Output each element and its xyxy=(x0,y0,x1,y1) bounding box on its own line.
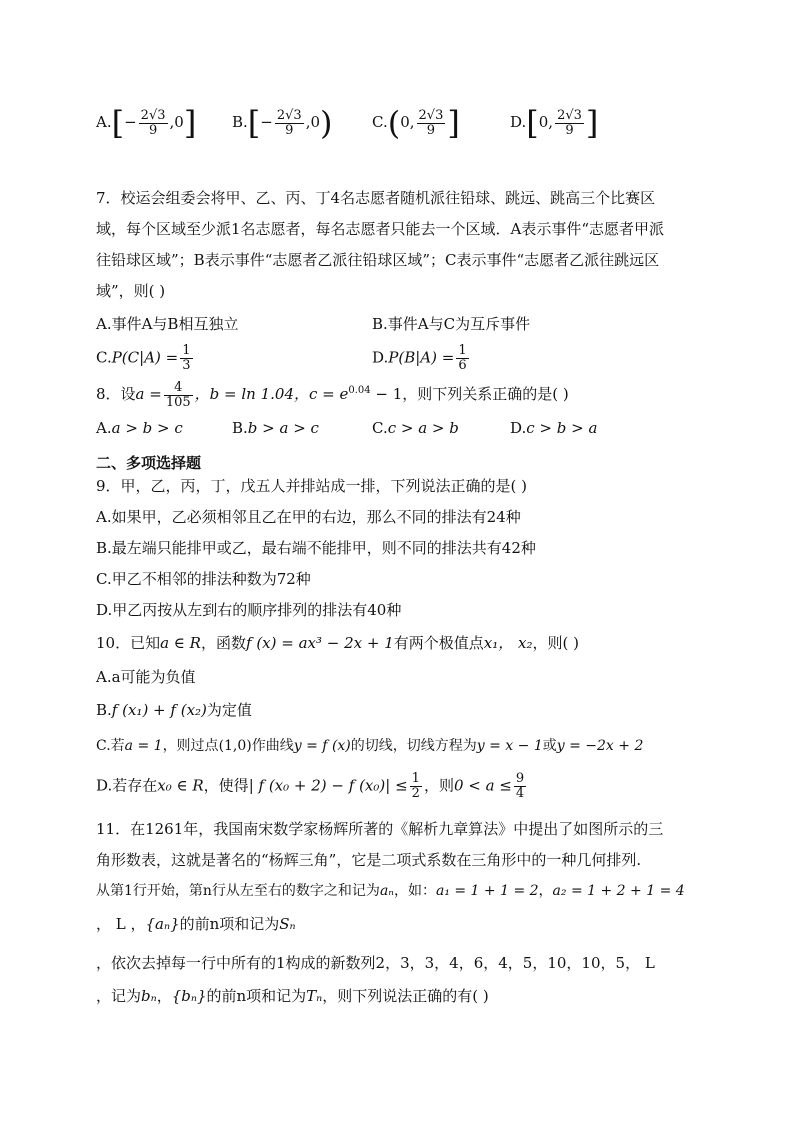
q10-option-d: D.若存在x₀ ∈ R，使得| f (x₀ + 2) − f (x₀)| ≤ $\frac{1}{2}$ ，则0 < a ≤ $\frac{9}{4}$ xyxy=(96,771,525,801)
q7-stem-line-2: 域，每个区域至少派1名志愿者，每名志愿者只能去一个区域．A表示事件“志愿者甲派 xyxy=(96,220,665,238)
q7-option-c: C.P(C|A) = $\frac{1}{3}$ xyxy=(96,343,191,373)
option-label: A. xyxy=(96,113,112,131)
q9-stem: 9．甲，乙，丙，丁，戊五人并排站成一排，下列说法正确的是( ) xyxy=(96,477,528,495)
q11-stem-line-5: ，依次去掉每一行中所有的1构成的新数列2，3，3，4，6，4，5，10，10，5， L xyxy=(96,954,655,972)
q7-stem-line-1: 7．校运会组委会将甲、乙、丙、丁4名志愿者随机派往铅球、跳远、跳高三个比赛区 xyxy=(96,189,656,207)
q10-stem: 10．已知a ∈ R，函数f (x) = ax³ − 2x + 1有两个极值点x₁， x₂，则( ) xyxy=(96,634,579,652)
q11-stem-line-2: 角形数表，这就是著名的“杨辉三角”，它是二项式系数在三角形中的一种几何排列. xyxy=(96,851,642,869)
q8-option-c: C.c > a > b xyxy=(372,419,459,437)
option-tail: ,0 xyxy=(169,113,184,131)
q11-stem-line-1: 11．在1261年，我国南宋数学家杨辉所著的《解析九章算法》中提出了如图所示的三 xyxy=(96,820,664,838)
q6-option-a xyxy=(96,104,197,142)
q10-option-a: A.a可能为负值 xyxy=(96,668,196,686)
q8-stem: 8．设a = $\frac{4}{105}$ ，b = ln 1.04，$c = e^{0.04} - 1$，则下列关系正确的是( ) xyxy=(96,379,569,410)
q10-option-c: C.若a = 1，则过点(1,0)作曲线y = f (x)的切线，切线方程为y = x − 1或y = −2x + 2 xyxy=(96,738,644,754)
minus-sign: − xyxy=(124,113,137,131)
q11-stem-line-6: ，记为bₙ，{bₙ}的前n项和记为Tₙ，则下列说法正确的有( ) xyxy=(96,987,489,1005)
q9-option-b: B.最左端只能排甲或乙，最右端不能排甲，则不同的排法共有42种 xyxy=(96,539,536,557)
q7-option-b: B.事件A与C为互斥事件 xyxy=(372,315,531,333)
section-title: 二、多项选择题 xyxy=(96,454,202,472)
q10-option-b: B.f (x₁) + f (x₂)为定值 xyxy=(96,701,252,719)
q8-option-d: D.c > b > a xyxy=(510,419,598,437)
q8-option-b: B.b > a > c xyxy=(232,419,319,437)
q7-option-a: A.事件A与B相互独立 xyxy=(96,315,239,333)
q9-option-a: A.如果甲，乙必须相邻且乙在甲的右边，那么不同的排法有24种 xyxy=(96,508,521,526)
q7-stem-line-3: 往铅球区域”；B表示事件“志愿者乙派往铅球区域”；C表示事件“志愿者乙派往跳远区 xyxy=(96,251,660,269)
q9-option-d: D.甲乙丙按从左到右的顺序排列的排法有40种 xyxy=(96,601,402,619)
q8-option-a: A.a > b > c xyxy=(96,419,183,437)
q6-option-b: B.[− $\frac{2√3}{9}$ ,0) xyxy=(232,104,333,142)
q9-option-c: C.甲乙不相邻的排法种数为72种 xyxy=(96,570,311,588)
q11-stem-line-3: 从第1行开始，第n行从左至右的数字之和记为aₙ，如：a₁ = 1 + 1 = 2，a₂ = 1 + 2 + 1 = 4 xyxy=(96,883,685,899)
q6-option-d: D.[0, $\frac{2√3}{9}$ ] xyxy=(510,104,599,142)
q7-stem-line-4: 域”，则( ) xyxy=(96,282,166,300)
q6-option-c: C.(0, $\frac{2√3}{9}$ ] xyxy=(372,104,460,142)
q7-option-d: D.P(B|A) = $\frac{1}{6}$ xyxy=(372,343,467,373)
left-bracket: [ xyxy=(111,104,125,142)
fraction: $\frac{2√3}{9}$ xyxy=(140,107,166,138)
right-bracket: ] xyxy=(183,104,197,142)
q11-stem-line-4: ， L ，{aₙ}的前n项和记为Sₙ xyxy=(96,915,296,933)
